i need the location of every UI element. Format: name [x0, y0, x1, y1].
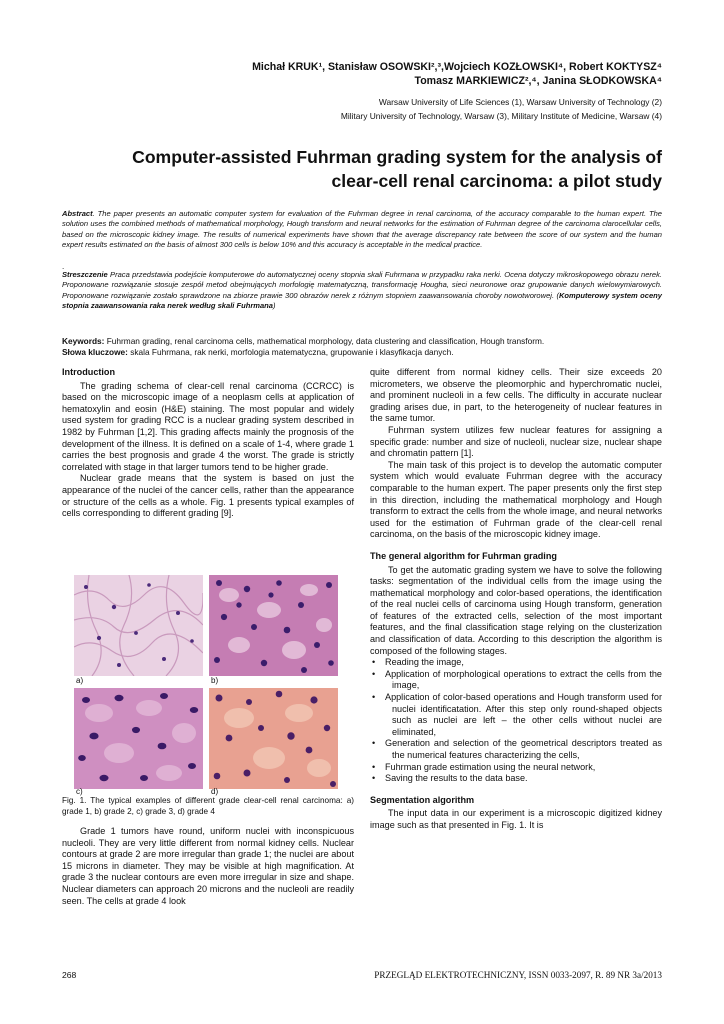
keywords-text: Fuhrman grading, renal carcinoma cells, mathematical morphology, data clustering and classification, Hough transform. — [104, 336, 545, 346]
figure-label-c: c) — [76, 787, 83, 796]
figure-1 — [74, 575, 342, 797]
figure-panel-c — [74, 688, 203, 789]
histology-image-b — [209, 575, 338, 676]
bullet-icon: • — [372, 738, 376, 749]
segmentation-paragraph-1: The input data in our experiment is a microscopic digitized kidney image such as that presented in Fig. 1. It is — [370, 808, 662, 830]
keywords-label: Keywords: — [62, 336, 105, 346]
slowa-label: Słowa kluczowe: — [62, 347, 128, 358]
keywords-block — [62, 336, 662, 358]
bullet-icon: • — [372, 657, 376, 668]
list-item-text: Fuhrman grade estimation using the neural network, — [385, 761, 596, 772]
list-item-text: Generation and selection of the geometrical descriptors treated as the numerical features characterizing the cells, — [385, 738, 662, 760]
paper-title — [62, 145, 662, 193]
streszczenie — [62, 270, 662, 312]
figure-panel-a — [74, 575, 203, 676]
intro-paragraph-1: The grading schema of clear-cell renal carcinoma (CCRCC) is based on the microscopic image of a neoplasm cells at application of hematoxylin and eosin (H&E) staining. The most popular and widely used system for grading RCC is a nuclear grading system described in 1982 by Fuhrman [1,2]. This grading affects mainly the prognosis of the development of the illness. It is defined on a scale of 1-4, where grade 1 carries the best prognosis and grade 4 the worst. The grade is strictly correlated with stage in that larger tumors tend to be higher grade. — [62, 380, 354, 472]
bullet-icon: • — [372, 668, 376, 679]
list-item — [370, 692, 662, 738]
bullet-icon: • — [372, 692, 376, 703]
affiliation-line-1: Warsaw University of Life Sciences (1), Warsaw University of Technology (2) — [378, 97, 662, 107]
figure-caption: Fig. 1. The typical examples of different grade clear-cell renal carcinoma: a) grade 1, b) grade 2, c) grade 3, d) grade 4 — [62, 796, 354, 816]
list-item — [370, 738, 662, 761]
segmentation-heading: Segmentation algorithm — [370, 794, 475, 805]
bullet-icon: • — [372, 773, 376, 784]
list-item-text: Reading the image, — [385, 657, 464, 668]
list-item — [370, 669, 662, 692]
histology-image-c — [74, 688, 203, 789]
right-paragraph-2: Fuhrman system utilizes few nuclear features for assigning a specific grade: number and size of nucleoli, nuclear size, nuclear shape and chromatin pattern [1]. — [370, 424, 662, 459]
abstract-text: . The paper presents an automatic computer system for evaluation of the Fuhrman degree in renal carcinoma, of the accuracy comparable to the human expert. The solution uses the combined methods of mathematical morphology, Hough transform and neural networks for the estimation of Fuhrman degree of the carcinoma clarocellular cells, based on the microscopic kidney image. The results of numerical experiments have shown that the average discrepancy rate between the score of our system and the human expert results estimated on the basis of almost 300 cells is below 10% and this accuracy is acceptable in the medical practice. — [62, 209, 662, 250]
general-paragraph-1: To get the automatic grading system we have to solve the following tasks: segmentation of the individual cells from the image using the mathematical morphology and color-based operations, the identification of the real nuclei cells of carcinoma using Hough transform, generation of features of the extracted cells, selection of the most important features, and the final classification stage relying on the clusterization and classification of data. According to this description the algorithm is composed of the following stages. — [370, 564, 662, 656]
figure-label-a: a) — [76, 676, 84, 685]
title-line-1: Computer-assisted Fuhrman grading system for the analysis of — [132, 147, 662, 167]
histology-image-d — [209, 688, 338, 789]
author-list — [102, 60, 662, 88]
right-paragraph-1: quite different from normal kidney cells. Their size exceeds 20 micrometers, we observe the pleomorphic and hyperchromatic nuclei, and prominent nucleoli in a few cells. The difficulty in accurate nuclear grading arises due, in part, to the heterogeneity of nuclear features in the same tumor. — [370, 367, 662, 424]
left-column — [62, 367, 354, 520]
authors-line-2: Tomasz MARKIEWICZ²,⁴, Janina SŁODKOWSKA⁴ — [414, 75, 662, 87]
abstract — [62, 209, 662, 251]
list-item-text: Saving the results to the data base. — [385, 773, 528, 784]
page-number: 268 — [62, 970, 77, 980]
keywords-line — [62, 336, 662, 347]
left-column-bottom — [62, 826, 354, 907]
intro-heading: Introduction — [62, 367, 116, 377]
slowa-line — [62, 347, 662, 358]
intro-paragraph-2: Nuclear grade means that the system is based on just the appearance of the nuclei of the cancer cells, rather than the appearance or structure of the cells as a whole. Fig. 1 presents typical examples of cells corresponding to different grading [9]. — [62, 473, 354, 519]
title-line-2: clear-cell renal carcinoma: a pilot study — [331, 171, 662, 191]
figure-label-b: b) — [211, 676, 219, 685]
streszczenie-text: Praca przedstawia podejście komputerowe do automatycznej oceny stopnia skali Fuhrmana w przypadku raka nerki. Ocena dotyczy mikroskopowego obrazu nerek. Proponowane rozwiązanie stosuje zespół metod obejmujących morfologię matematyczną, transformację Hougha, sieci neuronowe oraz grupowanie danych wielowymiarowych. Proponowane rozwiązanie zostało sprawdzone na zbiorze prawie 300 obrazów nerek z różnym stopniem zaawansowania choroby nowotworowej. ( — [62, 270, 662, 300]
abstract-label: Abstract — [62, 209, 93, 218]
journal-footer: PRZEGLĄD ELEKTROTECHNICZNY, ISSN 0033-2097, R. 89 NR 3a/2013 — [374, 970, 662, 980]
slowa-text: skala Fuhrmana, rak nerki, morfologia matematyczna, grupowanie i klasyfikacja danych. — [127, 347, 454, 358]
histology-image-a — [74, 575, 203, 676]
right-column — [370, 367, 662, 832]
streszczenie-label: Streszczenie — [62, 270, 108, 279]
algorithm-steps-list — [370, 657, 662, 785]
authors-line-1: Michał KRUK¹, Stanisław OSOWSKI²,³,Wojciech KOZŁOWSKI⁴, Robert KOKTYSZ⁴ — [252, 61, 662, 73]
general-algorithm-heading: The general algorithm for Fuhrman grading — [370, 550, 557, 561]
figure-panel-b — [209, 575, 338, 676]
affiliations — [102, 96, 662, 123]
streszczenie-title: Komputerowy system oceny stopnia zaawansowania raka nerek według skali Fuhrmana — [62, 290, 662, 311]
figure-panel-d — [209, 688, 338, 789]
figure-label-d: d) — [211, 787, 219, 796]
right-paragraph-3: The main task of this project is to develop the automatic computer system which would evaluate Fuhrman degree with the accuracy comparable to the human expert. The paper presents only the first step in this direction, including the mathematical morphology and Hough transform to extract the cells from the whole image, and neural networks used for the estimation of Fuhrman grade of the clear-cell renal carcinoma, on the basis of the microscopic kidney image. — [370, 459, 662, 540]
list-item — [370, 762, 662, 774]
list-item — [370, 773, 662, 785]
separator-dot: . — [62, 262, 65, 271]
list-item-text: Application of morphological operations to extract the cells from the image, — [385, 668, 662, 691]
affiliation-line-2: Military University of Technology, Warsaw (3), Military Institute of Medicine, Warsaw (4) — [340, 110, 662, 121]
list-item-text: Application of color-based operations and Hough transform used for nuclei identificatation. After this step only round-shaped objects such as nuclei are left – the other cells without nuclei are eliminated, — [385, 692, 662, 737]
list-item — [370, 657, 662, 669]
bullet-icon: • — [372, 761, 376, 772]
streszczenie-end: ) — [272, 301, 276, 311]
intro-paragraph-3: Grade 1 tumors have round, uniform nuclei with inconspicuous nucleoli. They are very little different from normal kidney cells. Nuclear contours at grade 2 are more irregular than grade 1; the nuclei are about 15 microns in diameter. They may be visible at high magnification. At grade 3 the nuclear contours are even more irregular in size and shape. Nuclear diameters can approach 20 microns and the nucleoli are readily seen. The cells at grade 4 look — [62, 826, 354, 906]
